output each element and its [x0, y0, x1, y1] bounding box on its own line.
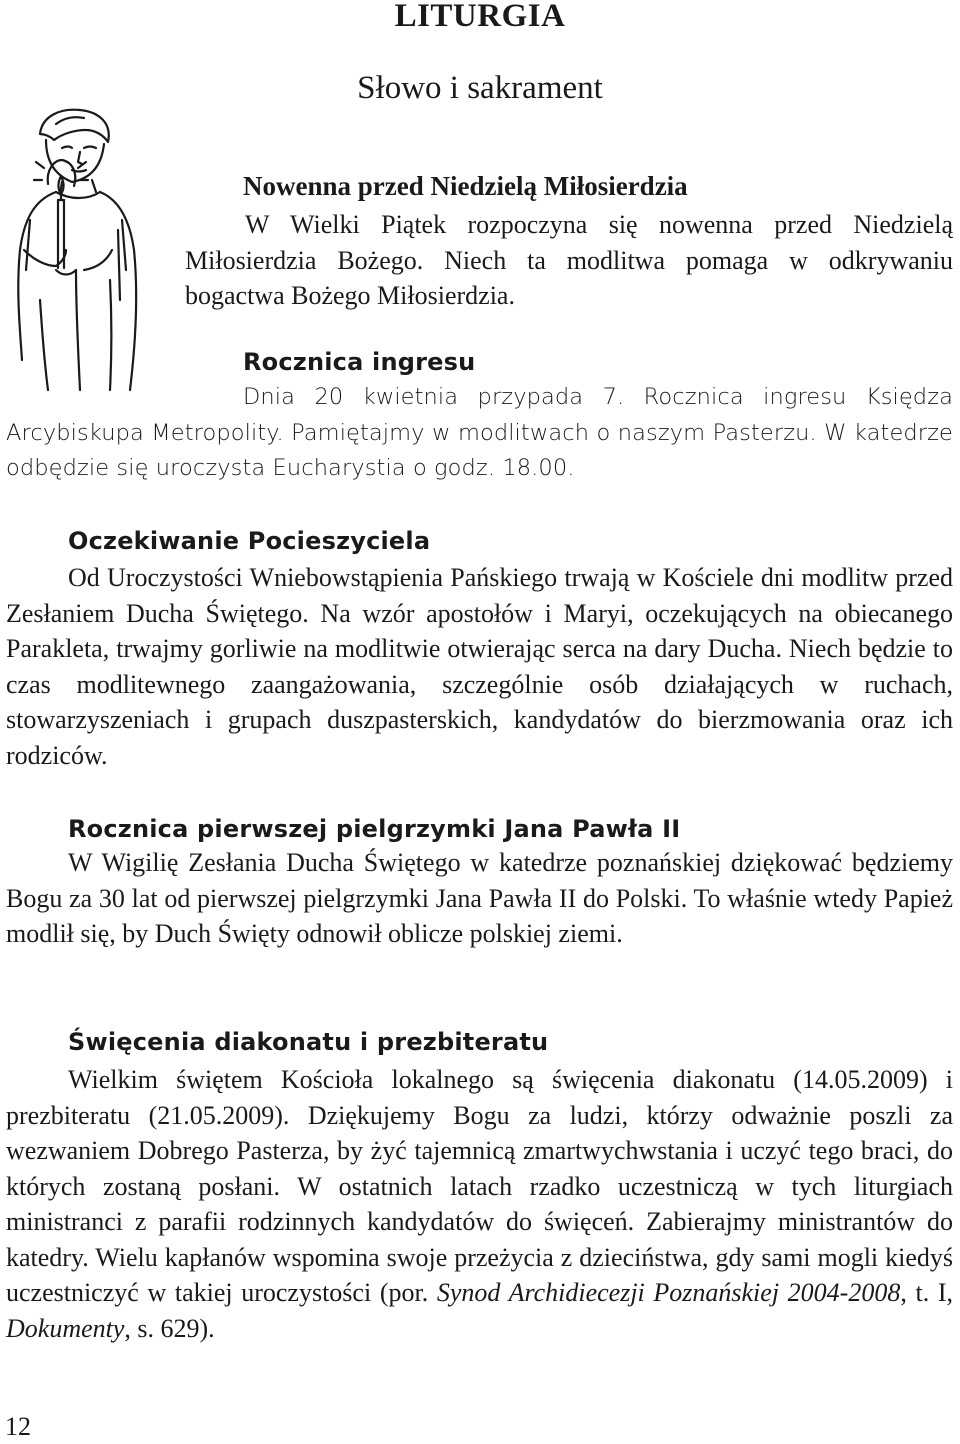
section-heading-nowenna: Nowenna przed Niedzielą Miłosierdzia: [243, 171, 688, 201]
page-number: 12: [5, 1412, 31, 1441]
section-text-rocznica-ingresu: Dnia 20 kwietnia przypada 7. Rocznica ingresu Księdza Arcybiskupa Metropolity. Pamiętajmy w modlitwach o naszym Pasterzu. W katedrze odbędzie się uroczysta Eucharystia o godz. 18.00.: [6, 384, 953, 481]
section-heading-swiecenia: Święcenia diakonatu i prezbiteratu: [68, 1028, 549, 1056]
section-heading-rocznica-ingresu: Rocznica ingresu: [243, 348, 476, 376]
section-text-nowenna: W Wielki Piątek rozpoczyna się nowenna przed Niedzielą Miłosierdzia Bożego. Niech ta modlitwa pomaga w odkrywaniu bogactwa Bożego Miłosierdzia.: [185, 210, 953, 310]
section-heading-oczekiwanie: Oczekiwanie Pocieszyciela: [68, 527, 431, 555]
section-heading-pielgrzymka: Rocznica pierwszej pielgrzymki Jana Pawła II: [68, 815, 681, 843]
citation-volume: , t. I,: [900, 1278, 953, 1307]
page-title: LITURGIA: [394, 0, 566, 34]
section-text-swiecenia: [6, 1062, 953, 1346]
ink-drawing-icon: [0, 100, 150, 400]
citation-document: Dokumenty: [6, 1313, 125, 1343]
section-text-oczekiwanie: Od Uroczystości Wniebowstąpienia Pańskiego trwają w Kościele dni modlitw przed Zesłaniem Ducha Świętego. Na wzór apostołów i Maryi, oczekujących na obiecanego Parakleta, trwajmy gorliwie na modlitwie otwierając serca na dary Ducha. Niech będzie to czas modlitewnego zaangażowania, szczególnie osób działających w ruchach, stowarzyszeniach i grupach duszpasterskich, kandydatów do bierzmowania oraz ich rodziców.: [6, 563, 953, 770]
citation-title: Synod Archidiecezji Poznańskiej 2004-2008: [436, 1278, 901, 1307]
section-text-swiecenia-body: Wielkim świętem Kościoła lokalnego są święcenia diakonatu (14.05.2009) i prezbiteratu (21.05.2009). Dziękujemy Bogu za ludzi, którzy odważnie poszli za wezwaniem Dobrego Pasterza, by żyć tajemnicą zmartwychwstania i uczyć tego braci, do których zostaną posłani. W ostatnich latach rzadko uczestniczą w tych liturgiach ministranci z parafii rodzinnych kandydatów do święceń. Zabierajmy ministrantów do katedry. Wielu kapłanów wspomina swoje przeżycia z dzieciństwa, gdy sami mogli kiedyś uczestniczyć w takiej uroczystości (por.: [6, 1065, 953, 1307]
citation-page: , s. 629).: [124, 1313, 215, 1343]
section-text-pielgrzymka: W Wigilię Zesłania Ducha Świętego w katedrze poznańskiej dziękować będziemy Bogu za 30 lat od pierwszej pielgrzymki Jana Pawła II do Polski. To właśnie wtedy Papież modlił się, by Duch Święty odnowił oblicze polskiej ziemi.: [6, 848, 953, 948]
page-subtitle: Słowo i sakrament: [357, 70, 603, 106]
